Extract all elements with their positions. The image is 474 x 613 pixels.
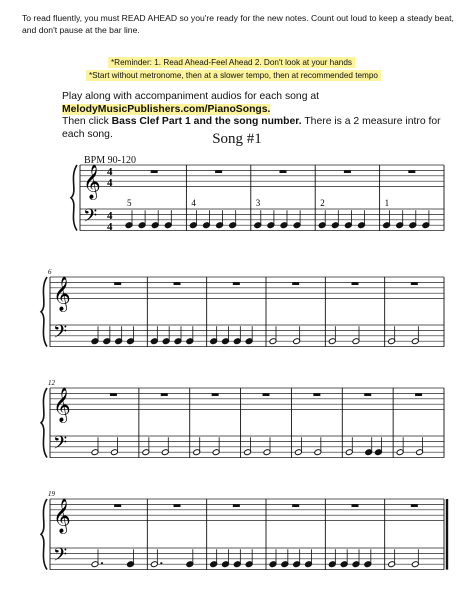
- intro-count: 2: [320, 198, 325, 208]
- tempo-marking: BPM 90-120: [84, 155, 136, 166]
- whole-rest: [233, 282, 240, 285]
- playalong-start: Play along with accompaniment audios for each song at: [62, 91, 320, 102]
- system-3: [41, 379, 444, 458]
- bass-clef: 𝄢: [53, 432, 68, 457]
- measure-number: 6: [48, 268, 52, 276]
- whole-rest: [114, 504, 121, 507]
- whole-rest: [292, 504, 299, 507]
- treble-time-sig-top: 4: [107, 166, 113, 178]
- whole-rest: [352, 282, 359, 285]
- treble-clef: 𝄞: [53, 277, 71, 311]
- brace: [41, 277, 47, 347]
- brace: [71, 165, 77, 231]
- whole-rest: [292, 282, 299, 285]
- whole-rest: [313, 393, 320, 396]
- whole-rest: [233, 504, 240, 507]
- system-2: [41, 268, 444, 347]
- treble-clef: 𝄞: [83, 165, 101, 199]
- intro-count: 4: [191, 198, 196, 208]
- brace: [41, 388, 47, 458]
- bass-clef: 𝄢: [53, 544, 68, 569]
- bass-time-sig-bottom: 4: [107, 221, 113, 233]
- whole-rest: [408, 170, 415, 173]
- whole-rest: [215, 170, 222, 173]
- website-link[interactable]: MelodyMusicPublishers.com/PianoSongs.: [62, 103, 271, 115]
- whole-rest: [174, 504, 181, 507]
- playalong-mid: Then click: [62, 116, 112, 128]
- treble-clef: 𝄞: [53, 499, 71, 533]
- click-target: Bass Clef Part 1 and the song number.: [111, 116, 302, 128]
- song-title: Song #1: [212, 131, 262, 147]
- bass-clef: 𝄢: [83, 205, 98, 230]
- measure-number: 19: [48, 490, 55, 498]
- read-ahead-emphasis: READ AHEAD: [121, 13, 178, 23]
- note-dot: [101, 562, 103, 564]
- whole-rest: [212, 393, 219, 396]
- intro-count: 3: [255, 198, 261, 208]
- reminder-note: *Reminder: 1. Read Ahead-Feel Ahead 2. Don't look at your hands: [108, 57, 355, 68]
- system-4: [41, 490, 447, 570]
- brace: [41, 499, 47, 570]
- whole-rest: [280, 170, 287, 173]
- bass-clef: 𝄢: [53, 321, 68, 346]
- whole-rest: [344, 170, 351, 173]
- note-dot: [160, 562, 162, 564]
- whole-rest: [151, 170, 158, 173]
- whole-rest: [110, 393, 117, 396]
- measure-number: 12: [48, 379, 55, 387]
- instructions-end: so you're ready for the new notes. Count out loud to keep a steady beat, and don't pause at the bar line.: [22, 13, 454, 35]
- intro-count: 5: [127, 198, 132, 208]
- whole-rest: [352, 504, 359, 507]
- intro-count: 1: [384, 198, 390, 208]
- whole-rest: [411, 504, 418, 507]
- treble-clef: 𝄞: [53, 388, 71, 422]
- instructions-start: To read fluently, you must: [22, 13, 122, 23]
- whole-rest: [411, 282, 418, 285]
- bass-time-sig-top: 4: [107, 210, 113, 222]
- treble-time-sig-bottom: 4: [107, 177, 113, 189]
- whole-rest: [161, 393, 168, 396]
- tempo-tip-note: *Start without metronome, then at a slower tempo, then at recommended tempo: [86, 70, 381, 81]
- whole-rest: [263, 393, 270, 396]
- system-1: [71, 165, 444, 233]
- whole-rest: [364, 393, 371, 396]
- whole-rest: [415, 393, 422, 396]
- whole-rest: [174, 282, 181, 285]
- whole-rest: [114, 282, 121, 285]
- playalong-end: There is a 2 measure intro for each song.: [62, 116, 441, 140]
